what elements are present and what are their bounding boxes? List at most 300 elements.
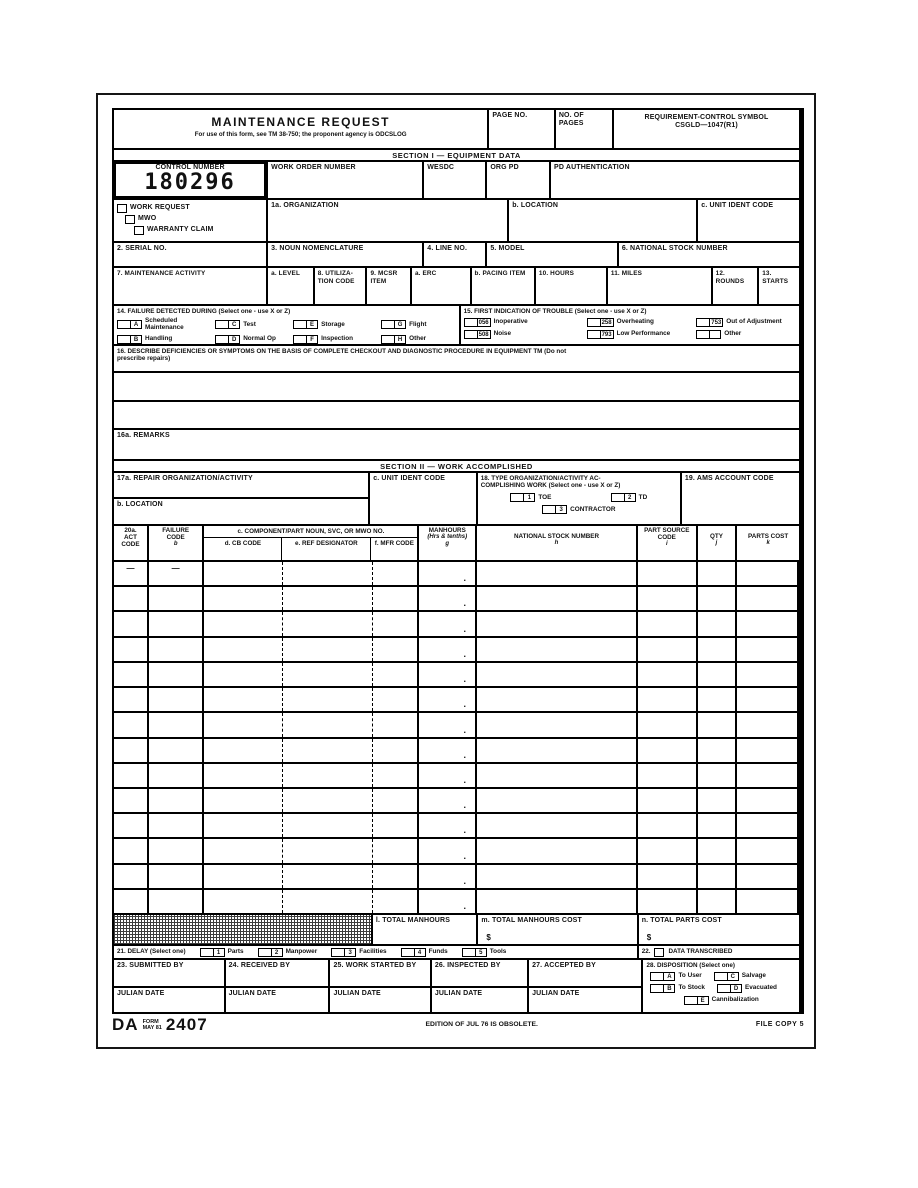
table-row[interactable] xyxy=(114,890,799,913)
table-cell-act[interactable] xyxy=(114,688,149,711)
table-cell-act[interactable]: — xyxy=(114,562,149,585)
table-cell-nsn[interactable] xyxy=(477,839,638,862)
table-cell-mh[interactable] xyxy=(419,890,477,913)
option-overheating xyxy=(587,318,697,327)
table-cell-mh[interactable] xyxy=(419,764,477,787)
repair-org-cell xyxy=(114,473,370,524)
table-cell-nsn[interactable] xyxy=(477,789,638,812)
dollar-sign: $ xyxy=(486,933,491,942)
table-cell-ref[interactable] xyxy=(283,562,373,585)
accepted-by-field[interactable] xyxy=(529,960,641,986)
table-row[interactable] xyxy=(114,713,799,738)
table-cell-fail[interactable] xyxy=(149,638,204,661)
table-row[interactable] xyxy=(114,789,799,814)
table-cell-mh[interactable] xyxy=(419,562,477,585)
table-cell-cb[interactable] xyxy=(204,839,283,862)
part-source-header xyxy=(638,526,698,560)
table-cell-nsn[interactable] xyxy=(477,663,638,686)
table-cell-fail[interactable] xyxy=(149,814,204,837)
table-cell-qty[interactable] xyxy=(698,562,738,585)
inspected-by-field[interactable] xyxy=(432,960,527,986)
table-cell-ref[interactable] xyxy=(283,764,373,787)
describe-write-line-1[interactable] xyxy=(114,373,799,402)
total-parts-cost-field[interactable] xyxy=(639,915,799,944)
table-cell-mh[interactable] xyxy=(419,663,477,686)
checkbox-flight[interactable] xyxy=(381,320,406,329)
checkbox-box xyxy=(612,494,625,501)
table-row[interactable] xyxy=(114,739,799,764)
table-cell-ref[interactable] xyxy=(283,612,373,635)
checkbox-out-of-adjustment[interactable] xyxy=(696,318,723,327)
work-request-checkbox[interactable] xyxy=(117,204,127,213)
act-code-header xyxy=(114,526,149,560)
location-field[interactable] xyxy=(509,200,698,241)
table-cell-cb[interactable] xyxy=(204,688,283,711)
checkbox-noise[interactable] xyxy=(464,330,491,339)
table-cell-ref[interactable] xyxy=(283,814,373,837)
organization-field[interactable] xyxy=(268,200,509,241)
data-transcribed-number: 22. xyxy=(641,948,651,956)
table-cell-act[interactable] xyxy=(114,764,149,787)
repair-location-label: b. LOCATION xyxy=(117,501,163,508)
work-started-julian-date-field[interactable] xyxy=(330,986,429,1012)
warranty-claim-checkbox[interactable] xyxy=(134,226,144,235)
table-cell-nsn[interactable] xyxy=(477,739,638,762)
table-cell-qty[interactable] xyxy=(698,789,738,812)
table-cell-ref[interactable] xyxy=(283,839,373,862)
ams-account-code-label: 19. AMS ACCOUNT CODE xyxy=(684,475,774,482)
table-cell-src[interactable] xyxy=(638,814,698,837)
describe-deficiencies-row[interactable] xyxy=(114,346,799,373)
data-transcribed-checkbox[interactable] xyxy=(654,948,664,957)
table-cell-nsn[interactable] xyxy=(477,562,638,585)
manhours-decimal-dot: . xyxy=(463,724,467,735)
checkbox-code: 3 xyxy=(559,507,563,514)
table-row[interactable] xyxy=(114,638,799,663)
option-label: CONTRACTOR xyxy=(570,505,616,513)
ref-designator-header: e. REF DESIGNATOR xyxy=(282,538,371,560)
checkbox-td[interactable] xyxy=(611,493,636,502)
describe-write-line-2[interactable] xyxy=(114,402,799,430)
mwo-checkbox[interactable] xyxy=(125,215,135,224)
table-cell-mh[interactable] xyxy=(419,688,477,711)
table-cell-src[interactable] xyxy=(638,612,698,635)
accepted-julian-date-field[interactable] xyxy=(529,986,641,1012)
table-row[interactable] xyxy=(114,865,799,890)
table-cell-mfr[interactable] xyxy=(373,764,420,787)
table-cell-cb[interactable] xyxy=(204,739,283,762)
table-cell-cost[interactable] xyxy=(737,638,799,661)
checkbox-other-14[interactable] xyxy=(381,335,406,344)
received-by-field[interactable] xyxy=(226,960,329,986)
miles-label: 11. MILES xyxy=(610,270,643,277)
checkbox-inoperative[interactable] xyxy=(464,318,491,327)
da-text: DA xyxy=(112,1015,139,1034)
checkbox-box xyxy=(259,949,272,956)
table-cell-act[interactable] xyxy=(114,713,149,736)
table-cell-mh[interactable] xyxy=(419,739,477,762)
maintenance-activity-row xyxy=(114,268,799,306)
option-noise xyxy=(464,330,587,339)
table-cell-cb[interactable] xyxy=(204,713,283,736)
table-cell-cb[interactable] xyxy=(204,562,283,585)
checkbox-contractor[interactable] xyxy=(542,505,567,514)
table-cell-act[interactable] xyxy=(114,739,149,762)
table-cell-nsn[interactable] xyxy=(477,865,638,888)
form-footer xyxy=(112,1016,804,1033)
table-cell-mh[interactable] xyxy=(419,612,477,635)
table-cell-src[interactable] xyxy=(638,638,698,661)
table-cell-mh[interactable] xyxy=(419,789,477,812)
pacing-item-field[interactable] xyxy=(472,268,536,304)
erc-field[interactable] xyxy=(412,268,472,304)
checkbox-to-user[interactable] xyxy=(650,972,675,981)
serial-row xyxy=(114,243,799,268)
org-pd-field[interactable] xyxy=(487,162,551,198)
checkbox-to-stock[interactable] xyxy=(650,984,675,993)
table-cell-ref[interactable] xyxy=(283,713,373,736)
manhours-decimal-dot: . xyxy=(463,573,467,584)
table-row[interactable] xyxy=(114,688,799,713)
table-cell-qty[interactable] xyxy=(698,688,738,711)
part-source-sub: i xyxy=(665,541,668,548)
table-cell-ref[interactable] xyxy=(283,890,373,913)
checkbox-test[interactable] xyxy=(215,320,240,329)
miles-field[interactable] xyxy=(608,268,713,304)
table-cell-qty[interactable] xyxy=(698,663,738,686)
table-cell-mh[interactable] xyxy=(419,814,477,837)
table-cell-cost[interactable] xyxy=(737,688,799,711)
table-cell-mfr[interactable] xyxy=(373,587,420,610)
table-cell-nsn[interactable] xyxy=(477,612,638,635)
checkbox-inspection[interactable] xyxy=(293,335,318,344)
table-cell-mh[interactable] xyxy=(419,839,477,862)
repair-org-label: 17a. REPAIR ORGANIZATION/ACTIVITY xyxy=(117,475,253,482)
parts-cost-header xyxy=(737,526,799,560)
unit-ident-code-field[interactable] xyxy=(698,200,799,241)
table-cell-cost[interactable] xyxy=(737,587,799,610)
data-transcribed-cell xyxy=(639,946,799,958)
mcsr-item-field[interactable] xyxy=(367,268,412,304)
table-cell-src[interactable] xyxy=(638,764,698,787)
repair-location-field[interactable] xyxy=(114,499,368,511)
table-cell-src[interactable] xyxy=(638,739,698,762)
table-cell-src[interactable] xyxy=(638,890,698,913)
table-cell-cost[interactable] xyxy=(737,739,799,762)
control-number-field[interactable] xyxy=(114,162,268,198)
no-of-pages-label: NO. OF PAGES xyxy=(558,112,584,128)
inspected-julian-date-field[interactable] xyxy=(432,986,527,1012)
table-cell-nsn[interactable] xyxy=(477,764,638,787)
table-cell-src[interactable] xyxy=(638,789,698,812)
table-row[interactable] xyxy=(114,764,799,789)
table-cell-act[interactable] xyxy=(114,865,149,888)
checkbox-storage[interactable] xyxy=(293,320,318,329)
checkbox-other-15[interactable] xyxy=(696,330,721,339)
rounds-field[interactable] xyxy=(713,268,760,304)
table-cell-nsn[interactable] xyxy=(477,688,638,711)
line-no-field[interactable] xyxy=(424,243,487,266)
table-cell-act[interactable] xyxy=(114,890,149,913)
received-julian-date-field[interactable] xyxy=(226,986,329,1012)
level-label: a. LEVEL xyxy=(271,270,301,277)
table-row[interactable] xyxy=(114,562,799,587)
table-cell-cb[interactable] xyxy=(204,612,283,635)
noun-nomenclature-field[interactable] xyxy=(268,243,424,266)
table-cell-cb[interactable] xyxy=(204,587,283,610)
table-row[interactable] xyxy=(114,612,799,637)
checkbox-salvage[interactable] xyxy=(714,972,739,981)
checkbox-cannibalization[interactable] xyxy=(684,996,709,1005)
table-row[interactable] xyxy=(114,587,799,612)
table-cell-cb[interactable] xyxy=(204,663,283,686)
option-cannibalization xyxy=(684,996,759,1005)
table-cell-qty[interactable] xyxy=(698,587,738,610)
checkbox-manpower[interactable] xyxy=(258,948,283,957)
table-cell-fail[interactable] xyxy=(149,688,204,711)
table-cell-fail[interactable] xyxy=(149,764,204,787)
table-cell-fail[interactable] xyxy=(149,865,204,888)
failure-detected-options xyxy=(117,318,456,343)
table-cell-nsn[interactable] xyxy=(477,638,638,661)
manhours-header-note: (Hrs & tenths) xyxy=(427,534,468,541)
table-cell-fail[interactable] xyxy=(149,839,204,862)
table-cell-mfr[interactable] xyxy=(373,789,420,812)
repair-unit-ident-field[interactable] xyxy=(370,473,478,524)
total-manhours-field[interactable] xyxy=(373,915,478,944)
table-cell-qty[interactable] xyxy=(698,839,738,862)
table-cell-fail[interactable] xyxy=(149,663,204,686)
pd-authentication-field[interactable] xyxy=(551,162,799,198)
utilization-code-label: 8. UTILIZA-TION CODE xyxy=(317,270,355,285)
checkbox-funds[interactable] xyxy=(401,948,426,957)
table-cell-ref[interactable] xyxy=(283,663,373,686)
table-cell-act[interactable] xyxy=(114,839,149,862)
table-cell-mfr[interactable] xyxy=(373,562,420,585)
control-number-value: 180296 xyxy=(144,170,236,196)
option-label: Parts xyxy=(227,947,244,955)
table-cell-fail[interactable] xyxy=(149,739,204,762)
table-cell-cost[interactable] xyxy=(737,713,799,736)
table-cell-qty[interactable] xyxy=(698,890,738,913)
no-of-pages-field[interactable] xyxy=(556,110,614,148)
hours-field[interactable] xyxy=(536,268,608,304)
table-cell-qty[interactable] xyxy=(698,612,738,635)
option-label: Scheduled Maintenance xyxy=(145,317,184,331)
table-cell-qty[interactable] xyxy=(698,764,738,787)
total-manhours-cost-label: m. TOTAL MANHOURS COST xyxy=(481,917,582,924)
checkbox-evacuated[interactable] xyxy=(717,984,742,993)
wesdc-field[interactable] xyxy=(424,162,487,198)
option-label: TD xyxy=(638,493,648,501)
table-cell-ref[interactable] xyxy=(283,688,373,711)
option-label: Noise xyxy=(493,330,512,338)
table-cell-mfr[interactable] xyxy=(373,713,420,736)
checkbox-overheating[interactable] xyxy=(587,318,614,327)
table-cell-fail[interactable] xyxy=(149,612,204,635)
serial-no-field[interactable] xyxy=(114,243,268,266)
maintenance-activity-field[interactable] xyxy=(114,268,268,304)
ams-account-code-field[interactable] xyxy=(682,473,799,524)
table-cell-ref[interactable] xyxy=(283,739,373,762)
table-cell-ref[interactable] xyxy=(283,638,373,661)
table-cell-act[interactable] xyxy=(114,612,149,635)
part-source-word2: CODE xyxy=(657,534,676,542)
checkbox-code: B xyxy=(133,336,139,343)
table-cell-src[interactable] xyxy=(638,587,698,610)
table-cell-cost[interactable] xyxy=(737,890,799,913)
table-cell-act[interactable] xyxy=(114,814,149,837)
checkbox-scheduled-maintenance[interactable] xyxy=(117,320,142,329)
option-storage xyxy=(293,318,381,331)
table-cell-ref[interactable] xyxy=(283,587,373,610)
table-cell-src[interactable] xyxy=(638,688,698,711)
submitted-by-field[interactable] xyxy=(114,960,224,986)
checkbox-parts[interactable] xyxy=(200,948,225,957)
table-cell-src[interactable] xyxy=(638,865,698,888)
file-copy-label: FILE COPY xyxy=(755,1021,798,1028)
checkbox-box xyxy=(588,331,601,338)
table-cell-src[interactable] xyxy=(638,839,698,862)
table-cell-cost[interactable] xyxy=(737,612,799,635)
option-label: Other xyxy=(724,330,742,338)
table-cell-mfr[interactable] xyxy=(373,865,420,888)
table-row[interactable] xyxy=(114,839,799,864)
table-cell-mfr[interactable] xyxy=(373,890,420,913)
disposition-cell xyxy=(643,960,798,1012)
table-cell-cb[interactable] xyxy=(204,865,283,888)
table-cell-cb[interactable] xyxy=(204,814,283,837)
first-indication-options xyxy=(464,318,796,339)
checkbox-facilities[interactable] xyxy=(331,948,356,957)
table-cell-mh[interactable] xyxy=(419,587,477,610)
repair-org-field[interactable] xyxy=(114,473,368,499)
table-cell-src[interactable] xyxy=(638,713,698,736)
table-cell-fail[interactable]: — xyxy=(149,562,204,585)
maintenance-request-form xyxy=(112,108,804,1014)
option-salvage xyxy=(714,972,766,981)
line-no-label: 4. LINE NO. xyxy=(427,245,468,252)
page-no-field[interactable] xyxy=(489,110,555,148)
national-stock-number-field[interactable] xyxy=(619,243,799,266)
table-cell-fail[interactable] xyxy=(149,713,204,736)
table-cell-mh[interactable] xyxy=(419,638,477,661)
table-cell-src[interactable] xyxy=(638,562,698,585)
table-cell-act[interactable] xyxy=(114,789,149,812)
starts-field[interactable] xyxy=(759,268,799,304)
checkbox-box xyxy=(715,973,728,980)
table-cell-cb[interactable] xyxy=(204,764,283,787)
table-cell-cb[interactable] xyxy=(204,638,283,661)
table-cell-qty[interactable] xyxy=(698,865,738,888)
totals-row xyxy=(114,915,799,946)
option-label: Inspection xyxy=(321,334,354,342)
warranty-claim-label: WARRANTY CLAIM xyxy=(147,226,214,234)
table-cell-fail[interactable] xyxy=(149,890,204,913)
table-cell-act[interactable] xyxy=(114,587,149,610)
table-cell-cost[interactable] xyxy=(737,865,799,888)
table-cell-src[interactable] xyxy=(638,663,698,686)
checkbox-normal-op[interactable] xyxy=(215,335,240,344)
table-row[interactable] xyxy=(114,814,799,839)
qty-header-label: QTY xyxy=(709,533,723,540)
checkbox-code: C xyxy=(730,974,735,981)
form-title: MAINTENANCE REQUEST xyxy=(211,115,390,129)
checkbox-code: H xyxy=(397,336,403,343)
describe-deficiencies-cell[interactable] xyxy=(114,346,799,371)
submitted-julian-date-field[interactable] xyxy=(114,986,224,1012)
section1-bar: SECTION I — EQUIPMENT DATA xyxy=(114,150,799,162)
table-cell-nsn[interactable] xyxy=(477,814,638,837)
table-cell-cost[interactable] xyxy=(737,839,799,862)
table-cell-mfr[interactable] xyxy=(373,839,420,862)
mwo-option xyxy=(125,215,263,224)
table-cell-cost[interactable] xyxy=(737,663,799,686)
remarks-row[interactable] xyxy=(114,430,799,461)
checkbox-handling[interactable] xyxy=(117,335,142,344)
checkbox-low-performance[interactable] xyxy=(587,330,614,339)
work-order-number-field[interactable] xyxy=(268,162,424,198)
level-field[interactable] xyxy=(268,268,315,304)
wesdc-label: WESDC xyxy=(427,164,455,171)
remarks-cell[interactable] xyxy=(114,430,799,459)
work-started-by-cell xyxy=(330,960,431,1012)
checkbox-code xyxy=(710,331,720,338)
checkbox-toe[interactable] xyxy=(510,493,535,502)
model-field[interactable] xyxy=(487,243,619,266)
scan-page-border xyxy=(96,93,816,1049)
table-cell-mfr[interactable] xyxy=(373,663,420,686)
table-row[interactable] xyxy=(114,663,799,688)
table-cell-qty[interactable] xyxy=(698,739,738,762)
table-cell-qty[interactable] xyxy=(698,713,738,736)
table-cell-cost[interactable] xyxy=(737,789,799,812)
table-cell-nsn[interactable] xyxy=(477,890,638,913)
control-number-row xyxy=(114,162,799,200)
checkbox-box xyxy=(685,997,698,1004)
table-cell-cost[interactable] xyxy=(737,764,799,787)
table-cell-fail[interactable] xyxy=(149,587,204,610)
table-cell-ref[interactable] xyxy=(283,789,373,812)
table-cell-ref[interactable] xyxy=(283,865,373,888)
table-cell-qty[interactable] xyxy=(698,638,738,661)
table-cell-mfr[interactable] xyxy=(373,739,420,762)
table-cell-mh[interactable] xyxy=(419,865,477,888)
table-cell-act[interactable] xyxy=(114,663,149,686)
table-cell-act[interactable] xyxy=(114,638,149,661)
table-cell-nsn[interactable] xyxy=(477,713,638,736)
table-cell-qty[interactable] xyxy=(698,814,738,837)
work-started-by-field[interactable] xyxy=(330,960,429,986)
table-cell-mfr[interactable] xyxy=(373,612,420,635)
total-manhours-cost-field[interactable] xyxy=(478,915,638,944)
table-cell-cost[interactable] xyxy=(737,562,799,585)
table-cell-mfr[interactable] xyxy=(373,688,420,711)
table-cell-cb[interactable] xyxy=(204,789,283,812)
table-cell-nsn[interactable] xyxy=(477,587,638,610)
table-cell-cost[interactable] xyxy=(737,814,799,837)
utilization-code-field[interactable] xyxy=(315,268,368,304)
table-cell-fail[interactable] xyxy=(149,789,204,812)
table-cell-mh[interactable] xyxy=(419,713,477,736)
nsn-header-sub: h xyxy=(554,540,559,547)
table-cell-cb[interactable] xyxy=(204,890,283,913)
table-cell-mfr[interactable] xyxy=(373,814,420,837)
form-date: MAY 81 xyxy=(142,1025,162,1032)
checkbox-tools[interactable] xyxy=(462,948,487,957)
table-cell-mfr[interactable] xyxy=(373,638,420,661)
option-td xyxy=(611,493,648,502)
